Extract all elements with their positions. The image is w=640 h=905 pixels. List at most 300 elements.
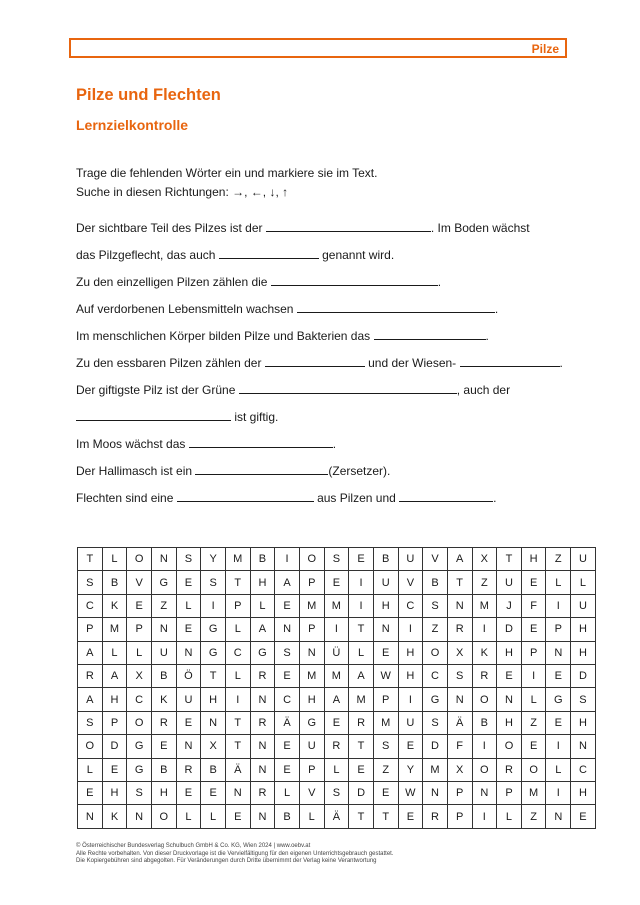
grid-letter-r2-c9[interactable]: A [275, 571, 300, 594]
grid-letter-r12-c5[interactable]: L [177, 805, 202, 828]
grid-letter-r12-c10[interactable]: L [300, 805, 325, 828]
grid-letter-r10-c5[interactable]: R [177, 759, 202, 782]
grid-letter-r9-c18[interactable]: O [497, 735, 522, 758]
grid-letter-r10-c12[interactable]: E [349, 759, 374, 782]
grid-letter-r10-c18[interactable]: R [497, 759, 522, 782]
grid-letter-r4-c19[interactable]: E [522, 618, 547, 641]
grid-letter-r12-c3[interactable]: N [127, 805, 152, 828]
grid-letter-r5-c12[interactable]: L [349, 642, 374, 665]
header-bar [69, 38, 567, 58]
word-search-grid [77, 547, 596, 829]
grid-letter-r10-c2[interactable]: E [103, 759, 128, 782]
grid-letter-r7-c19[interactable]: L [522, 688, 547, 711]
grid-letter-r8-c15[interactable]: S [423, 712, 448, 735]
grid-letter-r7-c3[interactable]: C [127, 688, 152, 711]
grid-letter-r1-c14[interactable]: U [399, 548, 424, 571]
grid-letter-r5-c9[interactable]: S [275, 642, 300, 665]
grid-letter-r11-c5[interactable]: E [177, 782, 202, 805]
grid-letter-r10-c7[interactable]: Ä [226, 759, 251, 782]
grid-letter-r12-c7[interactable]: E [226, 805, 251, 828]
grid-letter-r7-c12[interactable]: M [349, 688, 374, 711]
grid-letter-r7-c13[interactable]: P [374, 688, 399, 711]
grid-letter-r6-c7[interactable]: L [226, 665, 251, 688]
grid-letter-r11-c9[interactable]: L [275, 782, 300, 805]
grid-letter-r8-c13[interactable]: M [374, 712, 399, 735]
grid-letter-r3-c8[interactable]: L [251, 595, 276, 618]
grid-letter-r2-c21[interactable]: L [571, 571, 596, 594]
grid-letter-r10-c15[interactable]: M [423, 759, 448, 782]
grid-letter-r8-c12[interactable]: R [349, 712, 374, 735]
grid-letter-r9-c21[interactable]: N [571, 735, 596, 758]
grid-letter-r6-c8[interactable]: R [251, 665, 276, 688]
grid-letter-r11-c11[interactable]: S [325, 782, 350, 805]
grid-letter-r10-c11[interactable]: L [325, 759, 350, 782]
grid-letter-r3-c16[interactable]: N [448, 595, 473, 618]
grid-letter-r5-c21[interactable]: H [571, 642, 596, 665]
grid-letter-r1-c16[interactable]: A [448, 548, 473, 571]
grid-letter-r7-c5[interactable]: U [177, 688, 202, 711]
grid-letter-r9-c19[interactable]: E [522, 735, 547, 758]
sentence-text: aus Pilzen und [313, 491, 400, 505]
grid-letter-r12-c21[interactable]: E [571, 805, 596, 828]
grid-letter-r11-c20[interactable]: I [546, 782, 571, 805]
grid-letter-r9-c8[interactable]: N [251, 735, 276, 758]
sentence-text: ist giftig. [231, 410, 279, 424]
grid-letter-r5-c5[interactable]: N [177, 642, 202, 665]
grid-letter-r8-c11[interactable]: E [325, 712, 350, 735]
grid-letter-r7-c7[interactable]: I [226, 688, 251, 711]
sentence-text: Der giftigste Pilz ist der Grüne [76, 383, 239, 397]
grid-letter-r7-c6[interactable]: H [201, 688, 226, 711]
sentence-9 [76, 434, 563, 461]
grid-letter-r5-c3[interactable]: L [127, 642, 152, 665]
grid-letter-r1-c11[interactable]: S [325, 548, 350, 571]
grid-letter-r2-c5[interactable]: E [177, 571, 202, 594]
grid-letter-r7-c21[interactable]: S [571, 688, 596, 711]
grid-letter-r8-c21[interactable]: H [571, 712, 596, 735]
grid-letter-r3-c13[interactable]: H [374, 595, 399, 618]
grid-letter-r4-c16[interactable]: R [448, 618, 473, 641]
instruction-line-2: Suche in diesen Richtungen: →, ←, ↓, ↑ [76, 185, 289, 199]
grid-letter-r2-c13[interactable]: U [374, 571, 399, 594]
grid-letter-r11-c7[interactable]: N [226, 782, 251, 805]
grid-letter-r10-c3[interactable]: G [127, 759, 152, 782]
grid-letter-r7-c20[interactable]: G [546, 688, 571, 711]
answer-blank[interactable] [297, 300, 495, 313]
grid-letter-r1-c2[interactable]: L [103, 548, 128, 571]
grid-letter-r6-c17[interactable]: R [473, 665, 498, 688]
grid-letter-r6-c6[interactable]: T [201, 665, 226, 688]
grid-letter-r5-c19[interactable]: P [522, 642, 547, 665]
answer-blank[interactable] [189, 435, 333, 448]
grid-letter-r11-c19[interactable]: M [522, 782, 547, 805]
sentence-10 [76, 461, 563, 488]
grid-letter-r9-c20[interactable]: I [546, 735, 571, 758]
grid-letter-r5-c1[interactable]: A [78, 642, 103, 665]
grid-letter-r9-c13[interactable]: S [374, 735, 399, 758]
grid-letter-r4-c9[interactable]: N [275, 618, 300, 641]
instruction-line-1: Trage die fehlenden Wörter ein und markiere sie im Text. [76, 166, 378, 180]
grid-letter-r9-c12[interactable]: T [349, 735, 374, 758]
grid-letter-r3-c11[interactable]: M [325, 595, 350, 618]
sentence-11 [76, 488, 563, 515]
grid-letter-r4-c10[interactable]: P [300, 618, 325, 641]
grid-letter-r6-c21[interactable]: D [571, 665, 596, 688]
answer-blank[interactable] [195, 462, 328, 475]
grid-letter-r12-c18[interactable]: L [497, 805, 522, 828]
grid-letter-r4-c11[interactable]: I [325, 618, 350, 641]
grid-letter-r4-c6[interactable]: G [201, 618, 226, 641]
grid-letter-r5-c13[interactable]: E [374, 642, 399, 665]
grid-letter-r10-c17[interactable]: O [473, 759, 498, 782]
grid-letter-r6-c16[interactable]: S [448, 665, 473, 688]
grid-letter-r2-c16[interactable]: T [448, 571, 473, 594]
grid-letter-r12-c19[interactable]: Z [522, 805, 547, 828]
grid-letter-r11-c13[interactable]: E [374, 782, 399, 805]
grid-letter-r1-c7[interactable]: M [226, 548, 251, 571]
grid-letter-r8-c9[interactable]: Ä [275, 712, 300, 735]
grid-letter-r10-c8[interactable]: N [251, 759, 276, 782]
grid-letter-r7-c15[interactable]: G [423, 688, 448, 711]
grid-letter-r1-c20[interactable]: Z [546, 548, 571, 571]
grid-letter-r9-c15[interactable]: D [423, 735, 448, 758]
grid-letter-r4-c3[interactable]: P [127, 618, 152, 641]
grid-letter-r12-c20[interactable]: N [546, 805, 571, 828]
grid-letter-r8-c4[interactable]: R [152, 712, 177, 735]
grid-letter-r12-c9[interactable]: B [275, 805, 300, 828]
grid-letter-r7-c1[interactable]: A [78, 688, 103, 711]
sentence-text: Der Hallimasch ist ein [76, 464, 196, 478]
sentence-text: . [559, 356, 563, 370]
grid-letter-r6-c20[interactable]: E [546, 665, 571, 688]
grid-letter-r12-c16[interactable]: P [448, 805, 473, 828]
grid-letter-r10-c14[interactable]: Y [399, 759, 424, 782]
grid-letter-r11-c8[interactable]: R [251, 782, 276, 805]
sentence-text: . [494, 302, 499, 316]
grid-letter-r2-c2[interactable]: B [103, 571, 128, 594]
grid-letter-r5-c7[interactable]: C [226, 642, 251, 665]
grid-letter-r7-c8[interactable]: N [251, 688, 276, 711]
grid-letter-r8-c1[interactable]: S [78, 712, 103, 735]
grid-letter-r12-c6[interactable]: L [201, 805, 226, 828]
footer-disclaimer: Die Kopiergebühren sind abgegolten. Für Veränderungen durch Dritte übernimmt der Verlag keine Verantwortung [76, 858, 377, 864]
grid-letter-r11-c3[interactable]: S [127, 782, 152, 805]
answer-blank[interactable] [374, 327, 486, 340]
sentence-text: . [332, 437, 337, 451]
footer [76, 843, 394, 866]
grid-letter-r3-c19[interactable]: F [522, 595, 547, 618]
grid-letter-r5-c11[interactable]: Ü [325, 642, 350, 665]
grid-letter-r5-c20[interactable]: N [546, 642, 571, 665]
grid-letter-r9-c11[interactable]: R [325, 735, 350, 758]
answer-blank[interactable] [460, 354, 560, 367]
grid-letter-r2-c18[interactable]: U [497, 571, 522, 594]
grid-letter-r3-c3[interactable]: E [127, 595, 152, 618]
grid-letter-r3-c4[interactable]: Z [152, 595, 177, 618]
grid-letter-r9-c2[interactable]: D [103, 735, 128, 758]
grid-letter-r6-c12[interactable]: A [349, 665, 374, 688]
grid-letter-r4-c18[interactable]: D [497, 618, 522, 641]
grid-letter-r11-c21[interactable]: H [571, 782, 596, 805]
grid-letter-r8-c20[interactable]: E [546, 712, 571, 735]
footer-copyright: © Österreichischer Bundesverlag Schulbuch GmbH & Co. KG, Wien 2024 | www.oebv.at [76, 843, 311, 849]
grid-letter-r4-c21[interactable]: H [571, 618, 596, 641]
grid-letter-r11-c17[interactable]: N [473, 782, 498, 805]
grid-letter-r4-c12[interactable]: T [349, 618, 374, 641]
grid-letter-r3-c6[interactable]: I [201, 595, 226, 618]
grid-letter-r11-c6[interactable]: E [201, 782, 226, 805]
footer-rights: Alle Rechte vorbehalten. Von dieser Druckvorlage ist die Vervielfältigung für den eigenen Unterrichtsgebrauch gestattet. [76, 850, 394, 857]
grid-letter-r2-c10[interactable]: P [300, 571, 325, 594]
answer-blank[interactable] [219, 246, 319, 259]
grid-letter-r8-c17[interactable]: B [473, 712, 498, 735]
grid-letter-r7-c11[interactable]: A [325, 688, 350, 711]
grid-letter-r3-c18[interactable]: J [497, 595, 522, 618]
grid-letter-r2-c12[interactable]: I [349, 571, 374, 594]
grid-letter-r4-c7[interactable]: L [226, 618, 251, 641]
grid-letter-r9-c17[interactable]: I [473, 735, 498, 758]
grid-letter-r9-c4[interactable]: E [152, 735, 177, 758]
sentence-text: Im menschlichen Körper bilden Pilze und Bakterien das [76, 329, 374, 343]
grid-letter-r8-c7[interactable]: T [226, 712, 251, 735]
sentence-text: . [485, 329, 489, 343]
grid-letter-r10-c10[interactable]: P [300, 759, 325, 782]
grid-letter-r4-c13[interactable]: N [374, 618, 399, 641]
grid-letter-r1-c17[interactable]: X [473, 548, 498, 571]
header-label: Pilze [531, 42, 559, 56]
grid-letter-r11-c10[interactable]: V [300, 782, 325, 805]
grid-letter-r4-c8[interactable]: A [251, 618, 276, 641]
grid-letter-r5-c4[interactable]: U [152, 642, 177, 665]
grid-letter-r1-c21[interactable]: U [571, 548, 596, 571]
grid-letter-r6-c18[interactable]: E [497, 665, 522, 688]
grid-letter-r8-c3[interactable]: O [127, 712, 152, 735]
grid-letter-r6-c10[interactable]: M [300, 665, 325, 688]
grid-letter-r1-c4[interactable]: N [152, 548, 177, 571]
grid-letter-r2-c20[interactable]: L [546, 571, 571, 594]
answer-blank[interactable] [399, 489, 493, 502]
grid-letter-r1-c1[interactable]: T [78, 548, 103, 571]
grid-letter-r3-c5[interactable]: L [177, 595, 202, 618]
grid-letter-r11-c4[interactable]: H [152, 782, 177, 805]
answer-blank[interactable] [265, 354, 365, 367]
answer-blank[interactable] [76, 408, 231, 421]
grid-letter-r10-c16[interactable]: X [448, 759, 473, 782]
grid-letter-r10-c20[interactable]: L [546, 759, 571, 782]
answer-blank[interactable] [266, 219, 431, 232]
grid-letter-r5-c10[interactable]: N [300, 642, 325, 665]
grid-letter-r7-c16[interactable]: N [448, 688, 473, 711]
grid-letter-r6-c5[interactable]: Ö [177, 665, 202, 688]
grid-letter-r7-c17[interactable]: O [473, 688, 498, 711]
grid-letter-r9-c14[interactable]: E [399, 735, 424, 758]
grid-letter-r1-c13[interactable]: B [374, 548, 399, 571]
grid-letter-r12-c17[interactable]: I [473, 805, 498, 828]
grid-letter-r3-c17[interactable]: M [473, 595, 498, 618]
grid-letter-r7-c2[interactable]: H [103, 688, 128, 711]
sentence-1 [76, 218, 563, 245]
grid-letter-r8-c16[interactable]: Ä [448, 712, 473, 735]
grid-letter-r8-c2[interactable]: P [103, 712, 128, 735]
grid-letter-r9-c9[interactable]: E [275, 735, 300, 758]
grid-letter-r2-c11[interactable]: E [325, 571, 350, 594]
grid-letter-r1-c9[interactable]: I [275, 548, 300, 571]
grid-letter-r8-c8[interactable]: R [251, 712, 276, 735]
grid-letter-r12-c15[interactable]: R [423, 805, 448, 828]
grid-letter-r3-c1[interactable]: C [78, 595, 103, 618]
grid-letter-r9-c1[interactable]: O [78, 735, 103, 758]
grid-letter-r4-c14[interactable]: I [399, 618, 424, 641]
grid-letter-r12-c13[interactable]: T [374, 805, 399, 828]
grid-letter-r5-c15[interactable]: O [423, 642, 448, 665]
grid-letter-r11-c16[interactable]: P [448, 782, 473, 805]
cloze-sentences [76, 218, 563, 515]
grid-letter-r3-c9[interactable]: E [275, 595, 300, 618]
grid-letter-r8-c14[interactable]: U [399, 712, 424, 735]
grid-letter-r4-c1[interactable]: P [78, 618, 103, 641]
grid-letter-r3-c14[interactable]: C [399, 595, 424, 618]
grid-letter-r4-c5[interactable]: E [177, 618, 202, 641]
page-subtitle: Lernzielkontrolle [76, 117, 189, 133]
grid-letter-r1-c3[interactable]: O [127, 548, 152, 571]
grid-letter-r2-c1[interactable]: S [78, 571, 103, 594]
grid-letter-r1-c18[interactable]: T [497, 548, 522, 571]
grid-letter-r3-c2[interactable]: K [103, 595, 128, 618]
grid-letter-r2-c14[interactable]: V [399, 571, 424, 594]
grid-letter-r2-c4[interactable]: G [152, 571, 177, 594]
grid-letter-r11-c18[interactable]: P [497, 782, 522, 805]
answer-blank[interactable] [239, 381, 457, 394]
grid-letter-r5-c18[interactable]: H [497, 642, 522, 665]
grid-letter-r2-c6[interactable]: S [201, 571, 226, 594]
grid-letter-r2-c7[interactable]: T [226, 571, 251, 594]
grid-letter-r4-c15[interactable]: Z [423, 618, 448, 641]
grid-letter-r6-c9[interactable]: E [275, 665, 300, 688]
grid-letter-r6-c19[interactable]: I [522, 665, 547, 688]
grid-letter-r1-c15[interactable]: V [423, 548, 448, 571]
grid-letter-r8-c6[interactable]: N [201, 712, 226, 735]
grid-letter-r11-c12[interactable]: D [349, 782, 374, 805]
grid-letter-r4-c2[interactable]: M [103, 618, 128, 641]
answer-blank[interactable] [177, 489, 314, 502]
grid-letter-r3-c10[interactable]: M [300, 595, 325, 618]
grid-letter-r8-c18[interactable]: H [497, 712, 522, 735]
grid-letter-r10-c21[interactable]: C [571, 759, 596, 782]
grid-letter-r12-c12[interactable]: T [349, 805, 374, 828]
grid-letter-r7-c4[interactable]: K [152, 688, 177, 711]
grid-letter-r12-c4[interactable]: O [152, 805, 177, 828]
sentence-text: . Im Boden wächst [430, 221, 530, 235]
grid-letter-r6-c1[interactable]: R [78, 665, 103, 688]
grid-letter-r9-c5[interactable]: N [177, 735, 202, 758]
grid-letter-r6-c14[interactable]: H [399, 665, 424, 688]
page-title: Pilze und Flechten [76, 86, 221, 104]
grid-letter-r12-c1[interactable]: N [78, 805, 103, 828]
grid-letter-r9-c16[interactable]: F [448, 735, 473, 758]
grid-letter-r6-c15[interactable]: C [423, 665, 448, 688]
grid-letter-r12-c14[interactable]: E [399, 805, 424, 828]
grid-letter-r5-c8[interactable]: G [251, 642, 276, 665]
grid-letter-r1-c6[interactable]: Y [201, 548, 226, 571]
grid-letter-r1-c12[interactable]: E [349, 548, 374, 571]
grid-letter-r10-c19[interactable]: O [522, 759, 547, 782]
grid-letter-r12-c8[interactable]: N [251, 805, 276, 828]
grid-letter-r9-c6[interactable]: X [201, 735, 226, 758]
grid-letter-r1-c10[interactable]: O [300, 548, 325, 571]
grid-letter-r5-c14[interactable]: H [399, 642, 424, 665]
grid-letter-r10-c6[interactable]: B [201, 759, 226, 782]
answer-blank[interactable] [271, 273, 438, 286]
grid-letter-r2-c17[interactable]: Z [473, 571, 498, 594]
grid-letter-r6-c4[interactable]: B [152, 665, 177, 688]
grid-letter-r11-c1[interactable]: E [78, 782, 103, 805]
grid-letter-r6-c11[interactable]: M [325, 665, 350, 688]
grid-letter-r2-c3[interactable]: V [127, 571, 152, 594]
grid-letter-r11-c2[interactable]: H [103, 782, 128, 805]
sentence-6 [76, 353, 563, 380]
grid-letter-r8-c5[interactable]: E [177, 712, 202, 735]
grid-letter-r2-c8[interactable]: H [251, 571, 276, 594]
grid-letter-r6-c13[interactable]: W [374, 665, 399, 688]
grid-letter-r10-c9[interactable]: E [275, 759, 300, 782]
grid-letter-r9-c7[interactable]: T [226, 735, 251, 758]
grid-letter-r3-c15[interactable]: S [423, 595, 448, 618]
grid-letter-r10-c13[interactable]: Z [374, 759, 399, 782]
grid-letter-r1-c19[interactable]: H [522, 548, 547, 571]
grid-letter-r2-c19[interactable]: E [522, 571, 547, 594]
grid-letter-r9-c10[interactable]: U [300, 735, 325, 758]
grid-letter-r3-c7[interactable]: P [226, 595, 251, 618]
grid-letter-r4-c17[interactable]: I [473, 618, 498, 641]
sentence-5 [76, 326, 563, 353]
grid-letter-r4-c20[interactable]: P [546, 618, 571, 641]
grid-letter-r7-c10[interactable]: H [300, 688, 325, 711]
grid-letter-r3-c21[interactable]: U [571, 595, 596, 618]
grid-letter-r7-c9[interactable]: C [275, 688, 300, 711]
grid-letter-r12-c11[interactable]: Ä [325, 805, 350, 828]
sentence-text: . [493, 491, 497, 505]
grid-letter-r3-c12[interactable]: I [349, 595, 374, 618]
grid-letter-r10-c1[interactable]: L [78, 759, 103, 782]
grid-letter-r5-c6[interactable]: G [201, 642, 226, 665]
grid-letter-r7-c18[interactable]: N [497, 688, 522, 711]
grid-letter-r3-c20[interactable]: I [546, 595, 571, 618]
grid-letter-r6-c2[interactable]: A [103, 665, 128, 688]
grid-letter-r8-c19[interactable]: Z [522, 712, 547, 735]
instructions [76, 164, 377, 202]
grid-letter-r7-c14[interactable]: I [399, 688, 424, 711]
grid-letter-r6-c3[interactable]: X [127, 665, 152, 688]
grid-letter-r5-c17[interactable]: K [473, 642, 498, 665]
sentence-text: Zu den essbaren Pilzen zählen der [76, 356, 265, 370]
grid-letter-r11-c15[interactable]: N [423, 782, 448, 805]
grid-letter-r1-c8[interactable]: B [251, 548, 276, 571]
sentence-text: und der Wiesen- [364, 356, 460, 370]
grid-letter-r4-c4[interactable]: N [152, 618, 177, 641]
sentence-7 [76, 380, 563, 407]
grid-letter-r8-c10[interactable]: G [300, 712, 325, 735]
grid-letter-r11-c14[interactable]: W [399, 782, 424, 805]
grid-letter-r10-c4[interactable]: B [152, 759, 177, 782]
grid-letter-r12-c2[interactable]: K [103, 805, 128, 828]
grid-letter-r2-c15[interactable]: B [423, 571, 448, 594]
sentence-text: Auf verdorbenen Lebensmitteln wachsen [76, 302, 297, 316]
grid-letter-r1-c5[interactable]: S [177, 548, 202, 571]
grid-letter-r5-c16[interactable]: X [448, 642, 473, 665]
sentence-3 [76, 272, 563, 299]
grid-letter-r5-c2[interactable]: L [103, 642, 128, 665]
grid-letter-r9-c3[interactable]: G [127, 735, 152, 758]
